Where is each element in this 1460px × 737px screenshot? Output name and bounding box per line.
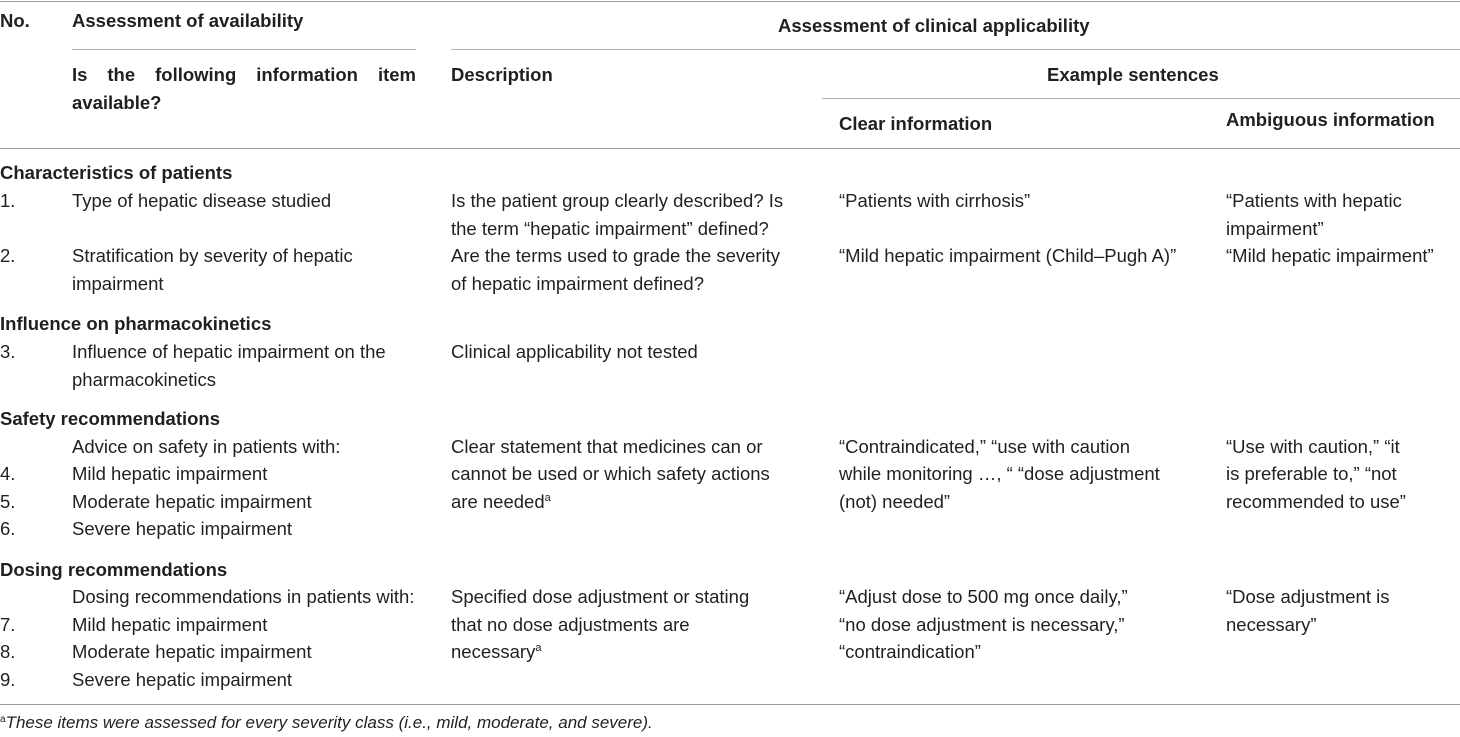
row-number: 4. [0,463,16,484]
row-description: that no dose adjustments are [451,614,690,635]
row-clear-example: while monitoring …, “ “dose adjustment [839,463,1160,484]
section-safety: Safety recommendations [0,408,221,429]
header-no: No. [0,10,30,31]
clinical-rule [451,49,1460,50]
row-ambiguous-example: impairment” [1226,218,1324,239]
header-description: Description [451,64,553,85]
row-ambiguous-example: “Dose adjustment is [1226,586,1390,607]
row-number: 6. [0,518,16,539]
header-ambiguous: Ambiguous information [1226,109,1435,130]
header-availability-question-2: available? [72,92,162,113]
row-ambiguous-example: “Use with caution,” “it [1226,436,1400,457]
row-item: Type of hepatic disease studied [72,190,332,211]
row-clear-example: “Adjust dose to 500 mg once daily,” [839,586,1128,607]
row-description: Clinical applicability not tested [451,341,698,362]
header-availability: Assessment of availability [72,10,304,31]
row-description: Are the terms used to grade the severity [451,245,781,266]
row-description: Clear statement that medicines can or [451,436,763,457]
row-ambiguous-example: “Patients with hepatic [1226,190,1402,211]
row-number: 1. [0,190,16,211]
row-item: Moderate hepatic impairment [72,491,312,512]
table-footnote [0,709,653,737]
row-clear-example: “no dose adjustment is necessary,” [839,614,1125,635]
header-examples: Example sentences [1047,64,1219,85]
row-ambiguous-example: “Mild hepatic impairment” [1226,245,1434,266]
row-item-intro: Dosing recommendations in patients with: [72,586,415,607]
row-number: 8. [0,641,16,662]
row-item: Severe hepatic impairment [72,669,293,690]
row-clear-example: “Patients with cirrhosis” [839,190,1031,211]
row-description [451,638,541,666]
row-description: cannot be used or which safety actions [451,463,770,484]
row-item: Mild hepatic impairment [72,614,268,635]
bottom-rule [0,704,1460,705]
row-number: 2. [0,245,16,266]
examples-rule [822,98,1460,99]
footnote-text: These items were assessed for every severity class (i.e., mild, moderate, and severe). [5,713,653,732]
row-item: Severe hepatic impairment [72,518,293,539]
row-item: Stratification by severity of hepatic [72,245,353,266]
section-pharmacokinetics: Influence on pharmacokinetics [0,313,272,334]
availability-rule [72,49,416,50]
row-clear-example: “contraindication” [839,641,981,662]
row-description: of hepatic impairment defined? [451,273,704,294]
section-patients: Characteristics of patients [0,162,233,183]
row-item: pharmacokinetics [72,369,216,390]
row-description: Specified dose adjustment or stating [451,586,750,607]
header-clinical: Assessment of clinical applicability [778,15,1090,36]
top-rule [0,1,1460,2]
section-dosing: Dosing recommendations [0,559,228,580]
header-availability-question: Is the following information item [72,64,416,85]
row-clear-example: “Contraindicated,” “use with caution [839,436,1131,457]
row-item: Influence of hepatic impairment on the [72,341,386,362]
row-description-text: necessary [451,641,536,662]
row-number: 3. [0,341,16,362]
header-clear: Clear information [839,113,993,134]
row-description: the term “hepatic impairment” defined? [451,218,769,239]
row-item: Moderate hepatic impairment [72,641,312,662]
row-number: 7. [0,614,16,635]
header-bottom-rule [0,148,1460,149]
row-number: 5. [0,491,16,512]
footnote-marker: a [0,714,6,725]
row-description-text: are needed [451,491,545,512]
row-description [451,488,551,516]
row-ambiguous-example: recommended to use” [1226,491,1406,512]
row-description: Is the patient group clearly described? Is [451,190,784,211]
row-item-intro: Advice on safety in patients with: [72,436,341,457]
row-item: Mild hepatic impairment [72,463,268,484]
row-clear-example: (not) needed” [839,491,951,512]
row-item: impairment [72,273,164,294]
footnote-marker: a [535,642,542,654]
row-clear-example: “Mild hepatic impairment (Child–Pugh A)” [839,245,1177,266]
row-number: 9. [0,669,16,690]
row-ambiguous-example: necessary” [1226,614,1317,635]
row-ambiguous-example: is preferable to,” “not [1226,463,1397,484]
footnote-marker: a [544,492,551,504]
